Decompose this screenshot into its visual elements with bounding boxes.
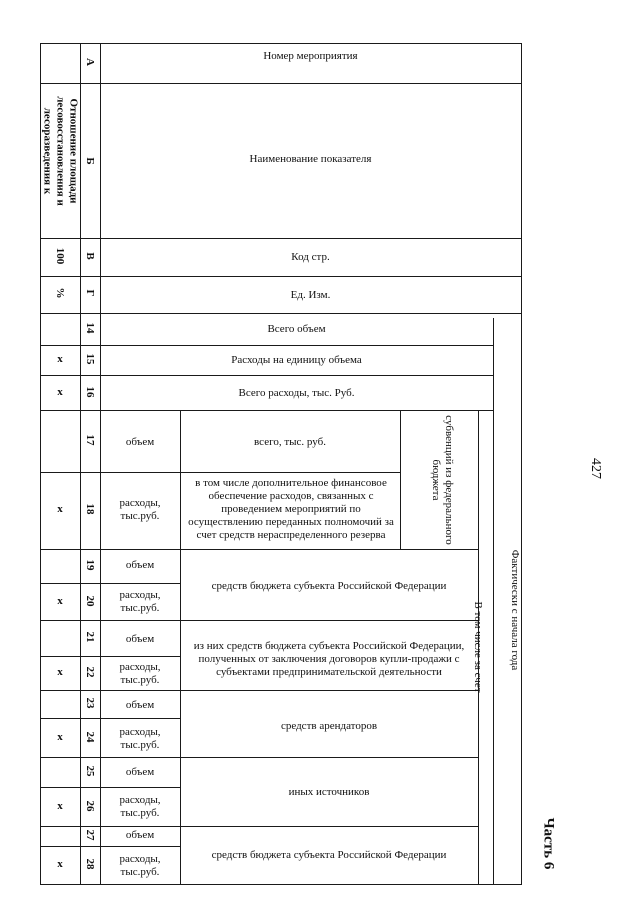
col-num-19: 19	[84, 559, 96, 571]
col-num-14: 14	[84, 322, 96, 334]
value-22: х	[57, 666, 63, 678]
value-20: х	[57, 595, 63, 607]
value-15: х	[57, 353, 63, 365]
value-26: х	[57, 800, 63, 812]
row-line-27	[40, 846, 180, 847]
col-letter-g: Г	[84, 289, 96, 297]
col-num-24: 24	[84, 731, 96, 743]
sub-24: расходы, тыс.руб.	[119, 726, 161, 751]
col-num-25: 25	[84, 765, 96, 777]
measure-name: Отношение площади лесовосстановления и лесоразведения к	[41, 96, 80, 206]
row-line-17	[40, 472, 400, 473]
sub-27: объем	[125, 829, 155, 841]
row-line-20	[40, 620, 478, 621]
label-18: в том числе дополнительное финансовое обеспечение расходов, связанных с проведением мероприятий по осуществлению переданных полномочий за счет средств нераспределенного резерва	[188, 477, 394, 541]
measure-code: 100	[54, 247, 66, 265]
col-letter-b: Б	[84, 157, 96, 165]
row-line-14	[40, 345, 493, 346]
header-unit: Ед. Изм.	[290, 289, 331, 301]
label-21-22: из них средств бюджета субъекта Российской Федерации, полученных от заключения договоров купли-продажи с субъектами предпринимательской деятельности	[193, 640, 465, 678]
label-25-26: иных источников	[288, 786, 370, 798]
label-16: Всего расходы, тыс. Руб.	[238, 387, 355, 399]
group-actual-since-start: Фактически с начала года	[509, 549, 521, 671]
row-line-19	[40, 583, 180, 584]
label-14: Всего объем	[267, 323, 326, 335]
sub-18: расходы, тыс.руб.	[119, 497, 161, 522]
value-18: х	[57, 503, 63, 515]
col-num-21: 21	[84, 631, 96, 643]
row-line-26	[40, 826, 478, 827]
col-line-1	[80, 43, 81, 885]
frame-right	[521, 43, 522, 885]
sub-26: расходы, тыс.руб.	[119, 794, 161, 819]
frame-bottom	[40, 884, 521, 885]
row-line-21	[40, 656, 180, 657]
row-line-18	[40, 549, 478, 550]
sub-21: объем	[125, 633, 155, 645]
header-event-number: Номер мероприятия	[263, 50, 358, 62]
col-letter-v: В	[84, 252, 96, 260]
col-num-18: 18	[84, 503, 96, 515]
part-label: Часть 6	[540, 817, 557, 870]
col-num-15: 15	[84, 353, 96, 365]
row-line-d	[40, 313, 521, 314]
row-line-25	[40, 787, 180, 788]
col-num-23: 23	[84, 697, 96, 709]
header-row-code: Код стр.	[291, 251, 330, 263]
col-line-2	[100, 43, 101, 885]
row-line-22	[40, 690, 478, 691]
sub-20: расходы, тыс.руб.	[119, 589, 161, 614]
sub-23: объем	[125, 699, 155, 711]
row-line-a	[40, 83, 521, 84]
label-17: всего, тыс. руб.	[254, 436, 326, 448]
col-num-16: 16	[84, 386, 96, 398]
sub-25: объем	[125, 766, 155, 778]
col-num-26: 26	[84, 800, 96, 812]
col-line-3	[180, 410, 181, 885]
col-num-17: 17	[84, 434, 96, 446]
label-19-20: средств бюджета субъекта Российской Федерации	[211, 580, 447, 592]
row-line-15	[40, 375, 493, 376]
group-subsidies: субвенций из федерального бюджета	[430, 415, 455, 545]
row-line-24	[40, 757, 478, 758]
group-in-total-by: В том числе за счет	[472, 601, 484, 693]
sub-19: объем	[125, 559, 155, 571]
page-number: 427	[588, 458, 603, 479]
row-line-b	[40, 238, 521, 239]
col-line-6	[493, 318, 494, 885]
col-num-22: 22	[84, 666, 96, 678]
col-num-20: 20	[84, 595, 96, 607]
row-line-c	[40, 276, 521, 277]
row-line-23	[40, 718, 180, 719]
value-28: х	[57, 858, 63, 870]
col-line-4	[400, 410, 401, 550]
label-27-28: средств бюджета субъекта Российской Федерации	[211, 849, 447, 861]
label-23-24: средств арендаторов	[280, 720, 378, 732]
measure-unit: %	[54, 287, 66, 299]
sub-22: расходы, тыс.руб.	[119, 661, 161, 686]
sub-17: объем	[125, 436, 155, 448]
col-num-27: 27	[84, 829, 96, 841]
sub-28: расходы, тыс.руб.	[119, 853, 161, 878]
value-16: х	[57, 386, 63, 398]
col-letter-a: А	[84, 58, 96, 66]
frame-top	[40, 43, 521, 44]
header-indicator-name: Наименование показателя	[249, 153, 372, 165]
label-15: Расходы на единицу объема	[231, 354, 362, 366]
value-24: х	[57, 731, 63, 743]
col-num-28: 28	[84, 858, 96, 870]
